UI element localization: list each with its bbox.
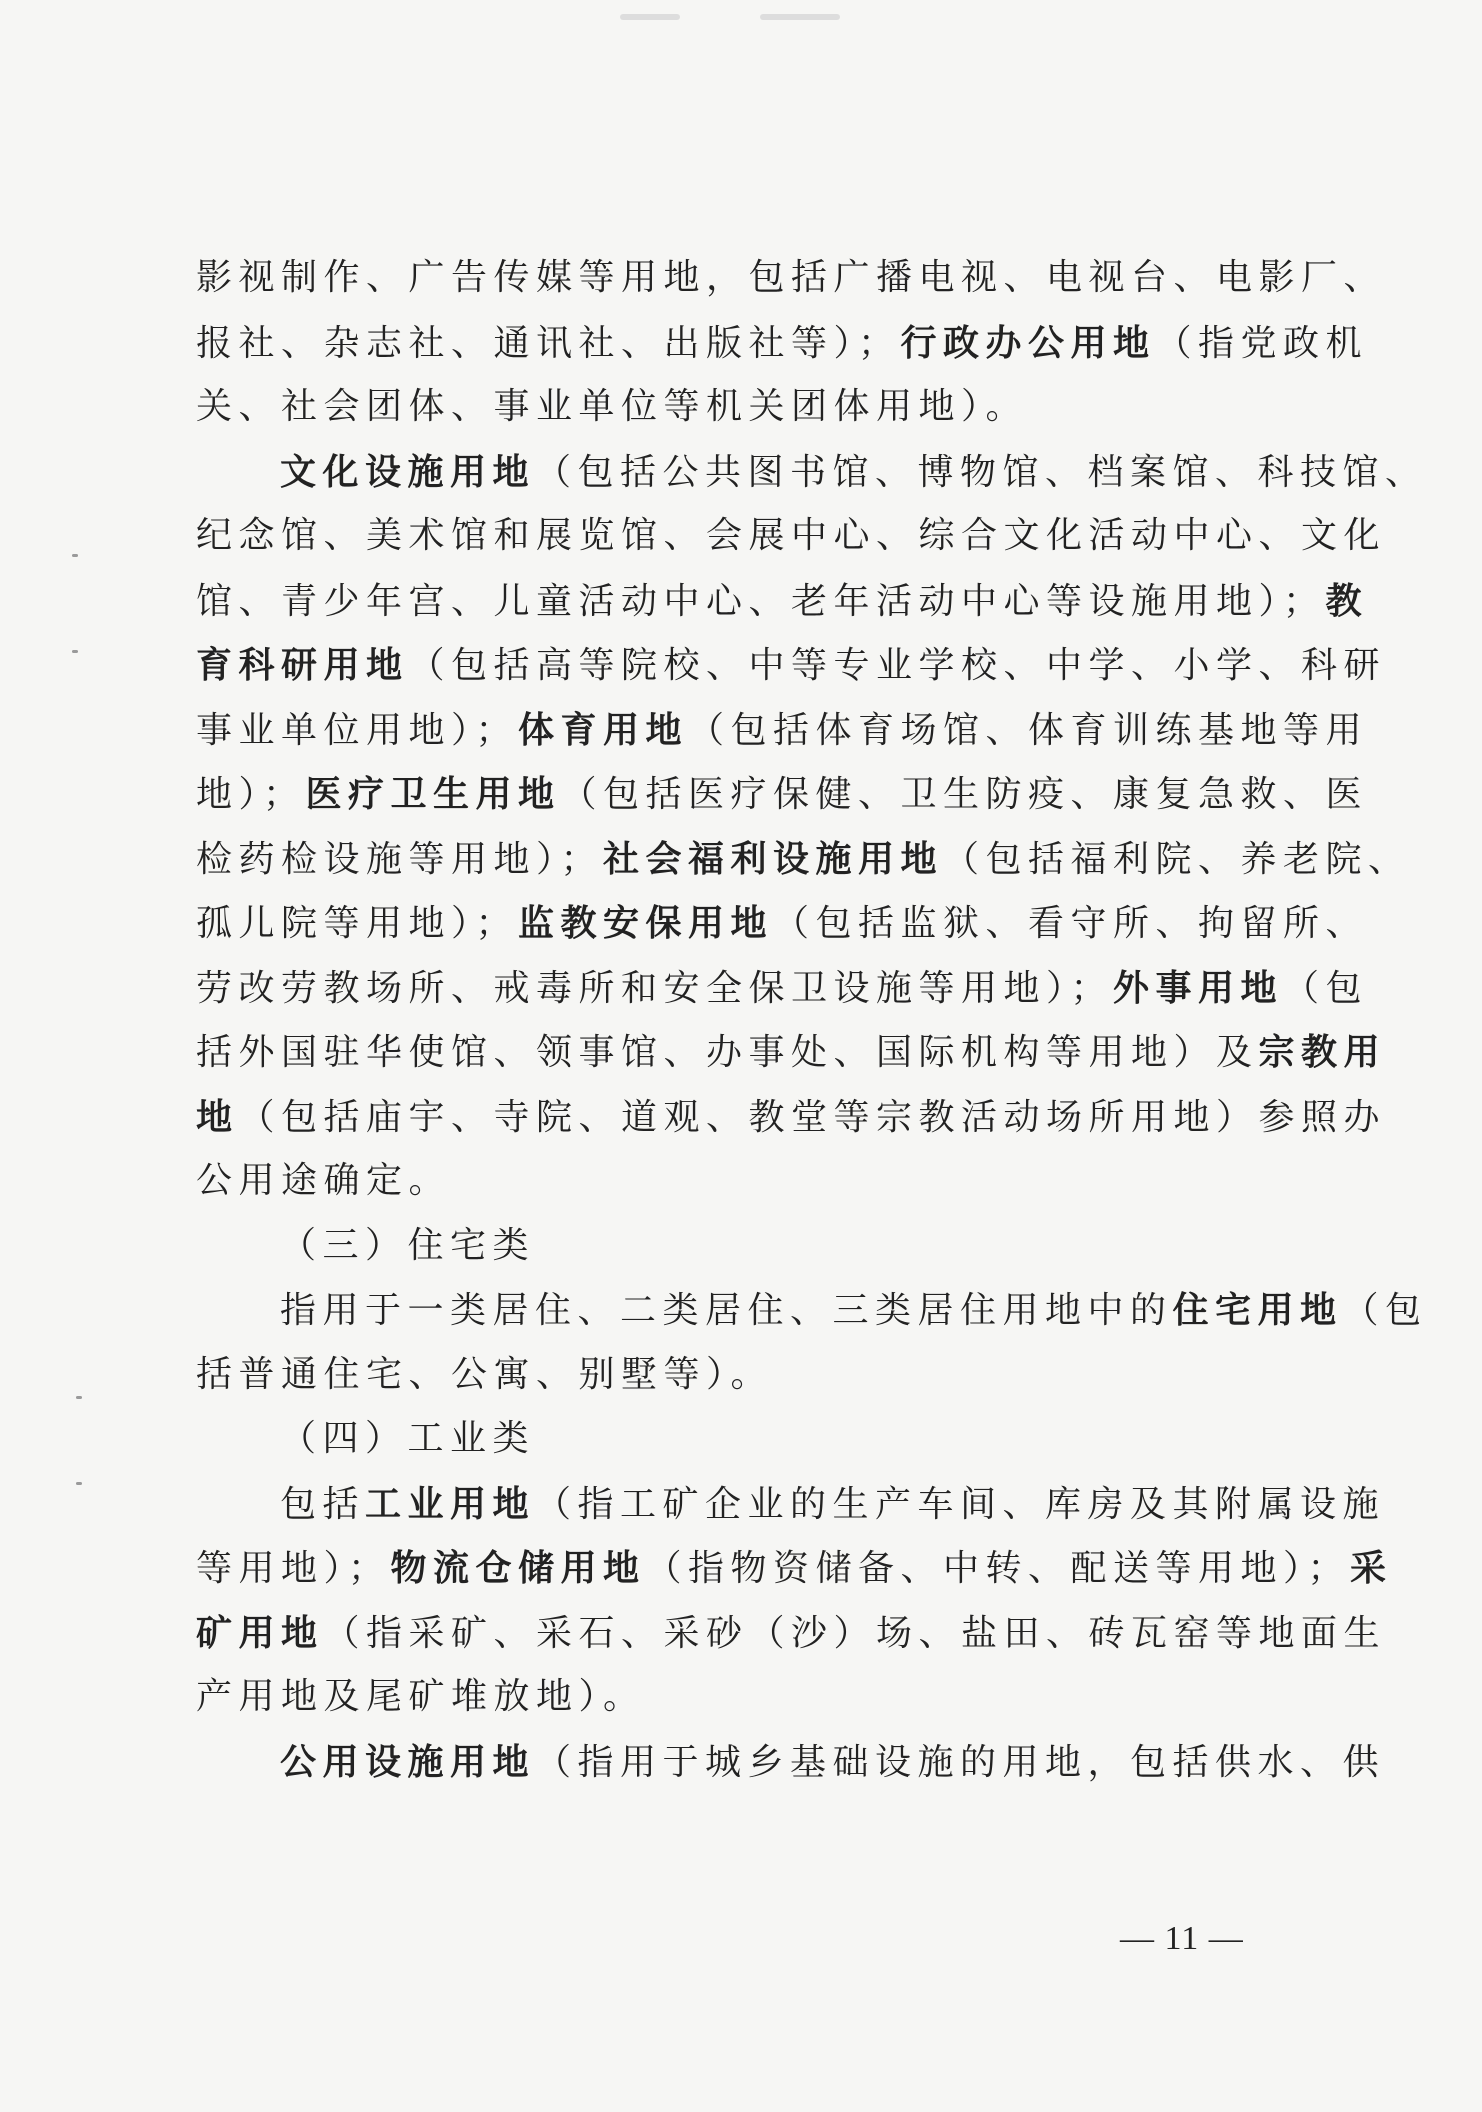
bold-term: 工业用地 [365,1482,536,1525]
text-line [196,375,1296,440]
text-line [196,1343,1296,1408]
text-line [196,1601,1387,1666]
bold-term: 宗教用 [1258,1031,1387,1073]
text-segment: （指工矿企业的生产车间、库房及其附属设施 [535,1483,1386,1525]
text-line [196,698,1369,763]
scan-artifact-top [760,14,840,20]
text-line [196,1730,1386,1795]
bold-term: 社会福利设施用地 [603,837,944,880]
text-line [196,311,1369,376]
text-segment: 括外国驻华使馆、领事馆、办事处、国际机构等用地）及 [196,1032,1259,1073]
text-segment: 产用地及尾矿堆放地）。 [196,1676,646,1717]
text-segment: （四）工业类 [280,1418,536,1459]
text-segment: 等用地）； [196,1548,391,1589]
text-segment: 指用于一类居住、二类居住、三类居住用地中的 [280,1290,1173,1331]
text-segment: 公用途确定。 [196,1160,452,1201]
text-line [196,827,1411,892]
text-segment: （包括高等院校、中等专业学校、中学、小学、科研 [408,645,1387,686]
bold-term: 行政办公用地 [900,321,1156,364]
bold-term: 育科研用地 [196,644,409,686]
text-segment: 事业单位用地）； [196,709,519,751]
text-line [196,1020,1387,1085]
text-segment: （指采矿、采石、采砂（沙）场、盐田、砖瓦窑等地面生 [323,1612,1387,1654]
text-line [196,1214,1296,1279]
text-line [196,246,1387,311]
bold-term: 文化设施用地 [280,450,536,493]
bold-term: 矿用地 [196,1611,324,1654]
text-segment: 检药检设施等用地）； [196,838,604,880]
bold-term: 公用设施用地 [280,1740,536,1783]
text-segment: （包括公共图书馆、博物馆、档案馆、科技馆、 [535,451,1428,493]
bold-term: 采 [1350,1547,1393,1589]
text-segment: （包 [1283,967,1369,1009]
bold-term: 医疗卫生用地 [305,773,561,815]
text-line [196,1085,1387,1150]
page-number: — 11 — [1120,1920,1244,1957]
bold-term: 外事用地 [1113,966,1284,1009]
text-line [196,956,1369,1021]
text-line [196,633,1387,698]
text-segment: （指物资储备、中转、配送等用地）； [645,1548,1351,1589]
text-line [196,1472,1386,1537]
text-segment: （三）住宅类 [280,1224,536,1266]
text-segment: （包括体育场馆、体育训练基地等用 [688,709,1369,751]
text-line [196,1149,1296,1214]
bold-term: 体育用地 [518,708,689,751]
scan-artifact-dot [72,650,78,653]
text-segment: （包括福利院、养老院、 [943,838,1411,880]
scan-artifact-dot [72,554,78,557]
text-line [196,504,1387,569]
bold-term: 教 [1325,579,1369,622]
bold-term: 地 [196,1095,239,1138]
text-line [196,1536,1393,1601]
bold-term: 物流仓储用地 [390,1547,646,1589]
text-segment: （指党政机 [1155,322,1369,364]
text-segment: （包 [1342,1290,1428,1331]
text-line [196,1665,1296,1730]
scan-artifact-top [620,14,680,20]
text-line [196,1407,1296,1472]
text-line [196,440,1428,505]
bold-term: 监教安保用地 [518,902,774,944]
text-segment: 关、社会团体、事业单位等机关团体用地）。 [196,386,1029,427]
text-segment: （包括监狱、看守所、拘留所、 [773,903,1369,944]
text-segment: 报社、杂志社、通讯社、出版社等）； [196,322,901,364]
text-segment: （包括庙宇、寺院、道观、教堂等宗教活动场所用地）参照办 [238,1096,1387,1138]
text-segment: （包括医疗保健、卫生防疫、康复急救、医 [560,774,1369,815]
text-segment: 劳改劳教场所、戒毒所和安全保卫设施等用地）； [196,967,1114,1009]
scan-artifact-dot [76,1482,82,1485]
text-segment: 包括 [280,1483,366,1525]
scan-artifact-dot [76,1396,82,1399]
text-segment: 孤儿院等用地）； [196,903,519,944]
document-body [196,246,1428,1794]
text-line [196,762,1369,827]
text-line [196,1278,1428,1343]
text-segment: 括普通住宅、公寓、别墅等）。 [196,1353,774,1395]
text-line [196,569,1369,634]
text-segment: 纪念馆、美术馆和展览馆、会展中心、综合文化活动中心、文化 [196,515,1387,556]
text-segment: （指用于城乡基础设施的用地，包括供水、供 [535,1741,1386,1783]
text-segment: 馆、青少年宫、儿童活动中心、老年活动中心等设施用地）； [196,580,1326,622]
text-line [196,891,1369,956]
text-segment: 影视制作、广告传媒等用地，包括广播电视、电视台、电影厂、 [196,257,1387,298]
text-segment: 地）； [196,774,306,815]
bold-term: 住宅用地 [1172,1289,1343,1331]
